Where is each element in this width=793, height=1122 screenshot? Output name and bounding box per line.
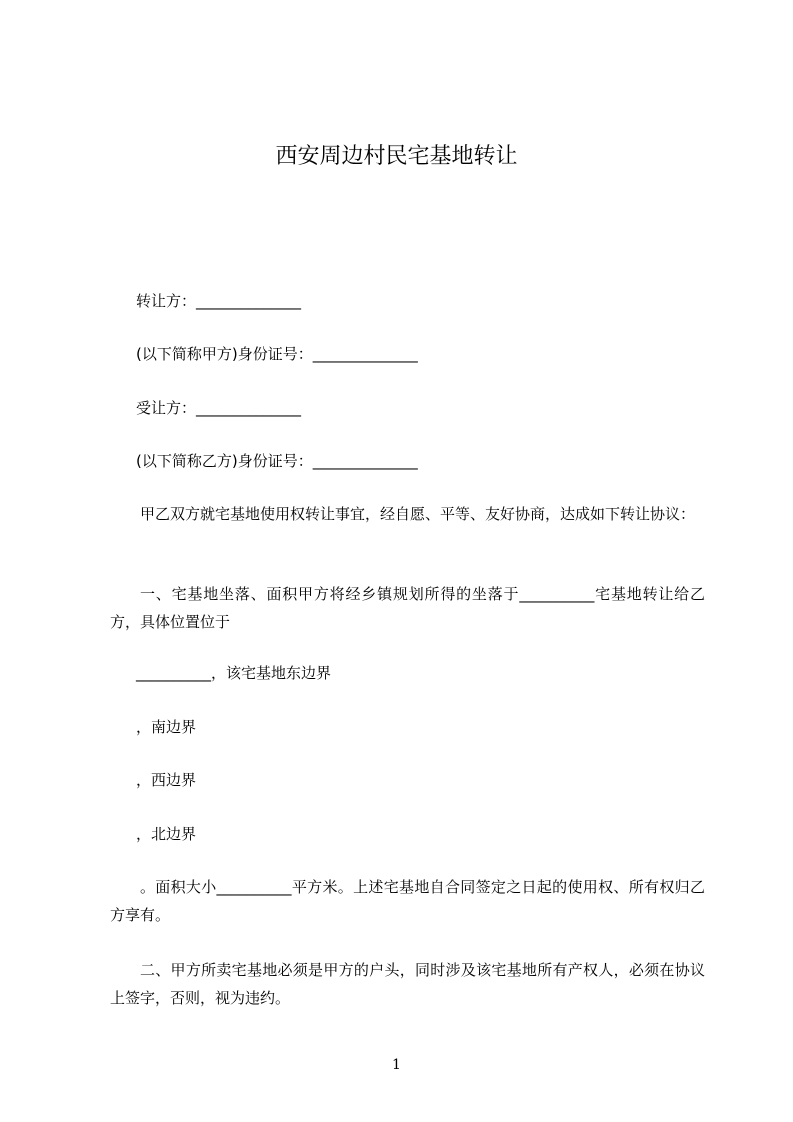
party-b-id-line: (以下简称乙方)身份证号：______________: [136, 452, 418, 470]
transferee-line: 受让方：______________: [136, 399, 302, 417]
area-paragraph: 。面积大小__________平方米。上述宅基地自合同签定之日起的使用权、所有权归乙方享有。: [110, 878, 705, 924]
document-title: 西安周边村民宅基地转让: [275, 144, 518, 169]
east-boundary-line: __________，该宅基地东边界: [136, 664, 332, 682]
transferor-line: 转让方：______________: [136, 292, 302, 310]
party-a-id-line: (以下简称甲方)身份证号：______________: [136, 345, 418, 363]
intro-paragraph: 甲乙双方就宅基地使用权转让事宜，经自愿、平等、友好协商，达成如下转让协议：: [140, 505, 696, 523]
north-boundary-line: ，北边界: [136, 825, 197, 843]
page-number: 1: [392, 1057, 401, 1073]
west-boundary-line: ，西边界: [136, 771, 197, 789]
south-boundary-line: ，南边界: [136, 718, 197, 736]
clause-1-paragraph: 一、宅基地坐落、面积甲方将经乡镇规划所得的坐落于__________宅基地转让给乙方，具体位置位于: [110, 585, 705, 631]
clause-2-paragraph: 二、甲方所卖宅基地必须是甲方的户头，同时涉及该宅基地所有产权人，必须在协议上签字，否则，视为违约。: [110, 961, 705, 1007]
